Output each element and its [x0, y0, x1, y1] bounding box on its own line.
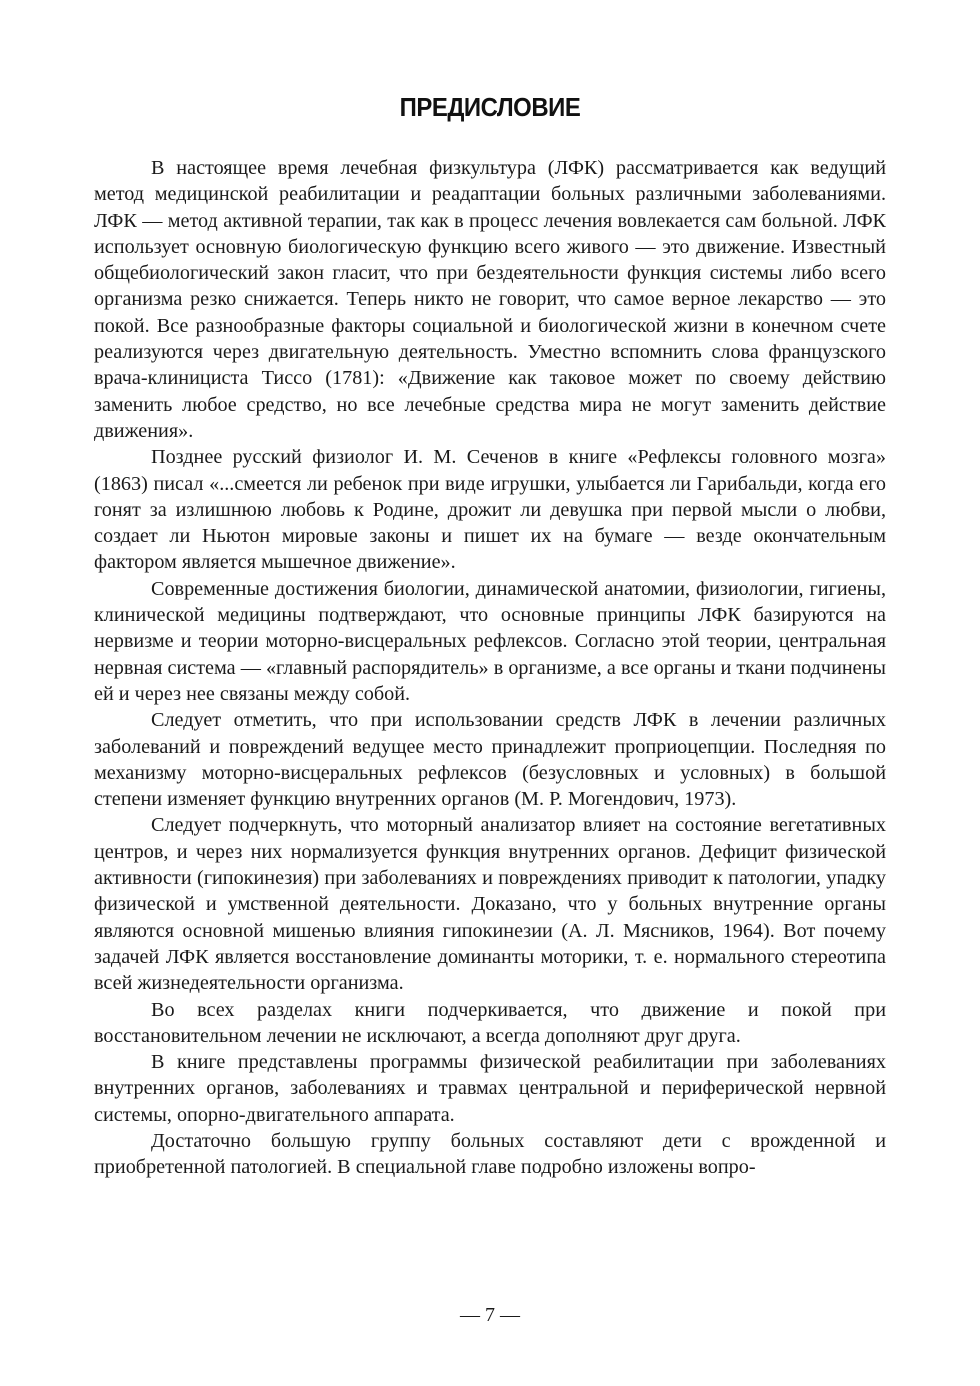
- page-number: — 7 —: [460, 1304, 520, 1326]
- paragraph-5: Следует подчеркнуть, что моторный анализатор влияет на состояние вегетативных центров, и через них нормализуется функция внутренних органов. Дефицит физической активности (гипокинезия) при заболеваниях и повреждениях приводит к патологии, упадку физической и умственной деятельности. Доказано, что у больных внутренние органы являются основной мишенью влияния гипокинезии (А. Л. Мясников, 1964). Вот почему задачей ЛФК является восстановление доминанты моторики, т. е. нормального стереотипа всей жизнедеятельности организма.: [94, 814, 886, 995]
- body-text: [94, 155, 886, 1181]
- paragraph-7: В книге представлены программы физической реабилитации при заболеваниях внутренних органов, заболеваниях и травмах центральной и периферической нервной системы, опорно-двигательного аппарата.: [94, 1051, 886, 1126]
- paragraph-8: Достаточно большую группу больных составляют дети с врожденной и приобретенной патологией. В специальной главе подробно изложены вопро-: [94, 1129, 886, 1179]
- paragraph-1: В настоящее время лечебная физкультура (ЛФК) рассматривается как ведущий метод медицинской реабилитации и реадаптации больных различными заболеваниями. ЛФК — метод активной терапии, так как в процесс лечения вовлекается сам больной. ЛФК использует основную биологическую функцию всего живого — это движение. Известный общебиологический закон гласит, что при бездеятельности функция системы либо всего организма резко снижается. Теперь никто не говорит, что самое верное лекарство — это покой. Все разнообразные факторы социальной и биологической жизни в конечном счете реализуются через двигательную деятельность. Уместно вспомнить слова французского врача-клинициста Тиссо (1781): «Движение как таковое может по своему действию заменить любое средство, но все лечебные средства мира не могут заменить действие движения».: [94, 157, 886, 442]
- paragraph-2: Позднее русский физиолог И. М. Сеченов в книге «Рефлексы головного мозга» (1863) писал «...смеется ли ребенок при виде игрушки, улыбается ли Гарибальди, когда его гонят за излишнюю любовь к Родине, дрожит ли девушка при первой мысли о любви, создает ли Ньютон мировые законы и пишет их на бумаге — везде окончательным фактором является мышечное движение».: [94, 446, 886, 574]
- document-page: [94, 0, 886, 1386]
- page-title: ПРЕДИСЛОВИЕ: [399, 92, 581, 122]
- paragraph-6: Во всех разделах книги подчеркивается, что движение и покой при восстановительном лечении не исключают, а всегда дополняют друг друга.: [94, 998, 886, 1047]
- paragraph-3: Современные достижения биологии, динамической анатомии, физиологии, гигиены, клинической медицины подтверждают, что основные принципы ЛФК базируются на нервизме и теории моторно-висцеральных рефлексов. Согласно этой теории, центральная нервная система — «главный распорядитель» в организме, а все органы и ткани подчинены ей и через нее связаны между собой.: [94, 577, 886, 705]
- paragraph-4: Следует отметить, что при использовании средств ЛФК в лечении различных заболеваний и повреждений ведущее место принадлежит проприоцепции. Последняя по механизму моторно-висцеральных рефлексов (безусловных и условных) в большой степени изменяет функцию внутренних органов (М. Р. Могендович, 1973).: [94, 709, 886, 811]
